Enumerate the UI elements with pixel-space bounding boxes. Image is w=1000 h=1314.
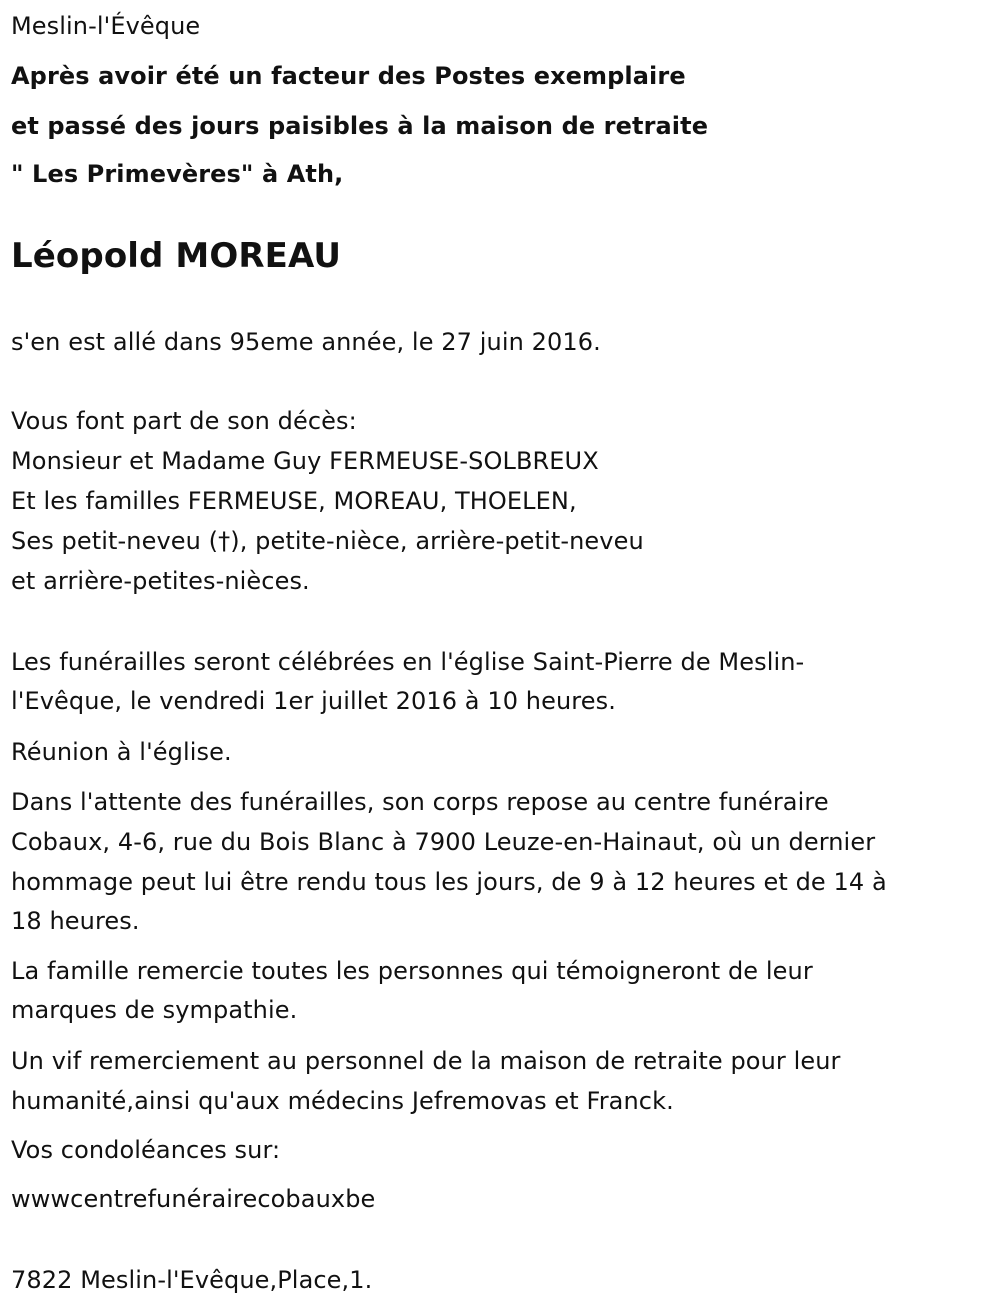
death-statement: s'en est allé dans 95eme année, le 27 juin 2016. bbox=[11, 328, 601, 356]
location-heading: Meslin-l'Évêque bbox=[11, 12, 201, 40]
intro-line-3: " Les Primevères" à Ath, bbox=[11, 160, 344, 188]
intro-line-1: Après avoir été un facteur des Postes exemplaire bbox=[11, 62, 686, 90]
condolences-website: wwwcentrefunérairecobauxbe bbox=[11, 1185, 376, 1213]
family-line-3: Ses petit-neveu (†), petite-nièce, arrière-petit-neveu bbox=[11, 527, 644, 555]
address-line: 7822 Meslin-l'Evêque,Place,1. bbox=[11, 1266, 373, 1294]
meeting-note: Réunion à l'église. bbox=[11, 738, 232, 766]
visitation-line-3: hommage peut lui être rendu tous les jours, de 9 à 12 heures et de 14 à bbox=[11, 868, 887, 896]
deceased-name: Léopold MOREAU bbox=[11, 236, 342, 276]
funeral-line-2: l'Evêque, le vendredi 1er juillet 2016 à 10 heures. bbox=[11, 687, 616, 715]
visitation-line-2: Cobaux, 4-6, rue du Bois Blanc à 7900 Leuze-en-Hainaut, où un dernier bbox=[11, 828, 876, 856]
family-thanks-line-1: La famille remercie toutes les personnes qui témoigneront de leur bbox=[11, 957, 813, 985]
family-line-2: Et les familles FERMEUSE, MOREAU, THOELEN, bbox=[11, 487, 577, 515]
funeral-line-1: Les funérailles seront célébrées en l'église Saint-Pierre de Meslin- bbox=[11, 648, 805, 676]
visitation-line-4: 18 heures. bbox=[11, 907, 140, 935]
family-line-4: et arrière-petites-nièces. bbox=[11, 567, 310, 595]
staff-thanks-line-2: humanité,ainsi qu'aux médecins Jefremovas et Franck. bbox=[11, 1087, 674, 1115]
condolences-label: Vos condoléances sur: bbox=[11, 1136, 281, 1164]
intro-line-2: et passé des jours paisibles à la maison de retraite bbox=[11, 112, 709, 140]
staff-thanks-line-1: Un vif remerciement au personnel de la maison de retraite pour leur bbox=[11, 1047, 841, 1075]
family-line-1: Monsieur et Madame Guy FERMEUSE-SOLBREUX bbox=[11, 447, 599, 475]
family-intro: Vous font part de son décès: bbox=[11, 407, 357, 435]
family-thanks-line-2: marques de sympathie. bbox=[11, 996, 298, 1024]
visitation-line-1: Dans l'attente des funérailles, son corps repose au centre funéraire bbox=[11, 788, 829, 816]
